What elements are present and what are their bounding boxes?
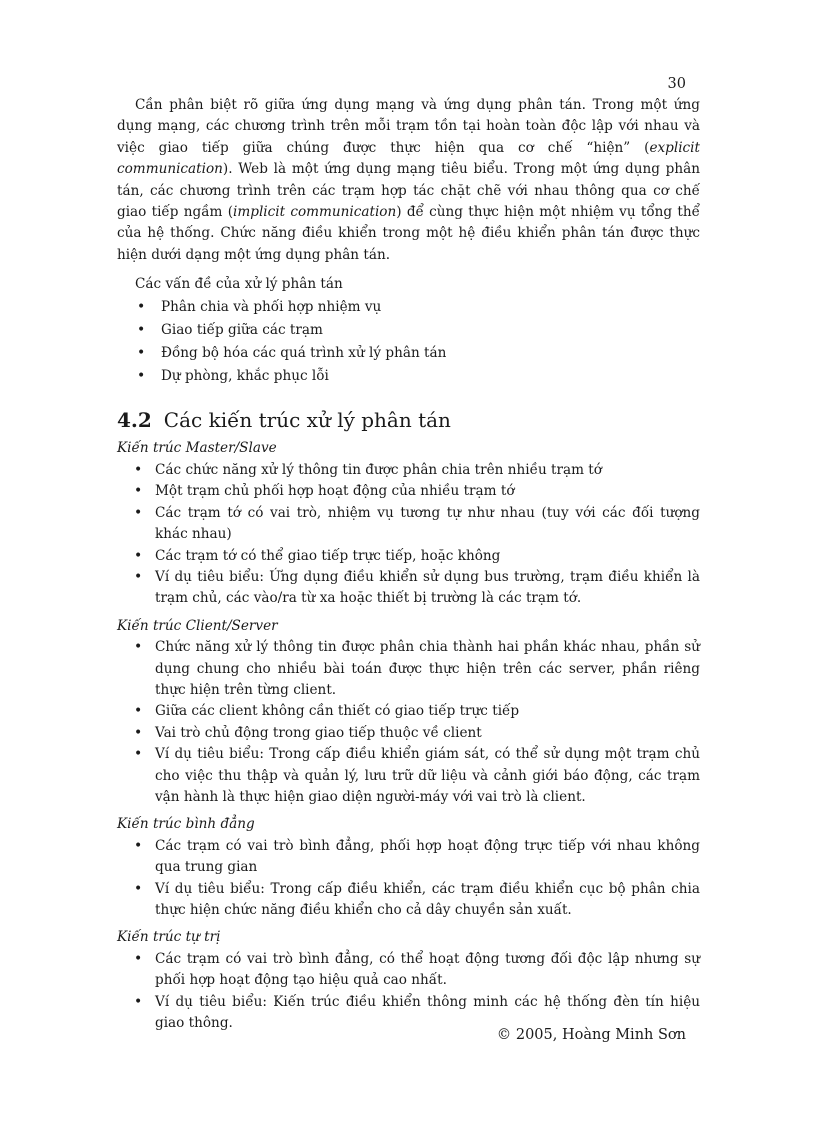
section-title: Các kiến trúc xử lý phân tán <box>163 408 451 433</box>
intro-text-2: ). Web là một ứng dụng mạng tiêu biểu. Trong một ứng dụng phân tán, các chương trình trên các trạm hợp tác chặt chẽ với nhau thông qua cơ chế giao tiếp ngầm ( <box>117 161 700 221</box>
architecture-list <box>117 637 700 808</box>
architecture-client-server <box>117 616 700 809</box>
subsection-heading: Kiến trúc tự trị <box>117 929 221 946</box>
intro-term-explicit: explicit communication <box>117 139 700 178</box>
list-item: • Các trạm có vai trò bình đẳng, có thể hoạt động tương đối độc lập nhưng sự phối hợp hoạt động tạo hiệu quả cao nhất. <box>117 949 700 992</box>
page-number: 30 <box>667 76 686 92</box>
list-item: • Phân chia và phối hợp nhiệm vụ <box>117 296 700 319</box>
issues-intro: Các vấn đề của xử lý phân tán <box>135 276 343 293</box>
list-item: • Các trạm có vai trò bình đẳng, phối hợp hoạt động trực tiếp với nhau không qua trung gian <box>117 836 700 879</box>
architecture-list <box>117 949 700 1035</box>
copyright-footer: © 2005, Hoàng Minh Sơn <box>496 1027 686 1043</box>
intro-paragraph <box>117 95 700 266</box>
page-content <box>117 95 700 1034</box>
issues-list <box>117 296 700 389</box>
subsection-heading: Kiến trúc Client/Server <box>117 617 278 634</box>
list-item: • Ví dụ tiêu biểu: Trong cấp điều khiển giám sát, có thể sử dụng một trạm chủ cho việc thu thập và quản lý, lưu trữ dữ liệu và cảnh giới báo động, các trạm vận hành là thực hiện giao diện người-máy với vai trò là client. <box>117 744 700 808</box>
list-item: • Một trạm chủ phối hợp hoạt động của nhiều trạm tớ <box>117 481 700 502</box>
list-item: • Ví dụ tiêu biểu: Kiến trúc điều khiển thông minh các hệ thống đèn tín hiệu giao thông. <box>117 992 700 1035</box>
architecture-autonomous <box>117 927 700 1034</box>
list-item: • Ví dụ tiêu biểu: Trong cấp điều khiển, các trạm điều khiển cục bộ phân chia thực hiện chức năng điều khiển cho cả dây chuyền sản xuất. <box>117 879 700 922</box>
architecture-list <box>117 460 700 610</box>
list-item: • Các chức năng xử lý thông tin được phân chia trên nhiều trạm tớ <box>117 460 700 481</box>
subsection-heading: Kiến trúc Master/Slave <box>117 440 277 457</box>
subsection-heading: Kiến trúc bình đẳng <box>117 816 255 833</box>
architecture-master-slave <box>117 438 700 609</box>
list-item: • Chức năng xử lý thông tin được phân chia thành hai phần khác nhau, phần sử dụng chung cho nhiều bài toán được thực hiện trên các server, phần riêng thực hiện trên từng client. <box>117 637 700 701</box>
architecture-peer <box>117 814 700 921</box>
section-heading <box>117 407 700 433</box>
list-item: • Đồng bộ hóa các quá trình xử lý phân tán <box>117 342 700 365</box>
list-item: • Ví dụ tiêu biểu: Ứng dụng điều khiển sử dụng bus trường, trạm điều khiển là trạm chủ, các vào/ra từ xa hoặc thiết bị trường là các trạm tớ. <box>117 567 700 610</box>
intro-text-1: Cần phân biệt rõ giữa ứng dụng mạng và ứng dụng phân tán. Trong một ứng dụng mạng, các chương trình trên mỗi trạm tồn tại hoàn toàn độc lập với nhau và việc giao tiếp giữa chúng được thực hiện qua cơ chế “hiện” ( <box>117 97 700 156</box>
list-item: • Dự phòng, khắc phục lỗi <box>117 365 700 388</box>
intro-text-3: ) để cùng thực hiện một nhiệm vụ tổng thể của hệ thống. Chức năng điều khiển trong một hệ điều khiển phân tán được thực hiện dưới dạng một ứng dụng phân tán. <box>117 204 700 263</box>
list-item: • Các trạm tớ có thể giao tiếp trực tiếp, hoặc không <box>117 546 700 567</box>
section-number: 4.2 <box>117 408 152 433</box>
list-item: • Vai trò chủ động trong giao tiếp thuộc về client <box>117 723 700 744</box>
list-item: • Giao tiếp giữa các trạm <box>117 319 700 342</box>
architecture-list <box>117 836 700 922</box>
intro-term-implicit: implicit communication <box>233 204 397 221</box>
list-item: • Giữa các client không cần thiết có giao tiếp trực tiếp <box>117 701 700 722</box>
list-item: • Các trạm tớ có vai trò, nhiệm vụ tương tự như nhau (tuy với các đối tượng khác nhau) <box>117 503 700 546</box>
